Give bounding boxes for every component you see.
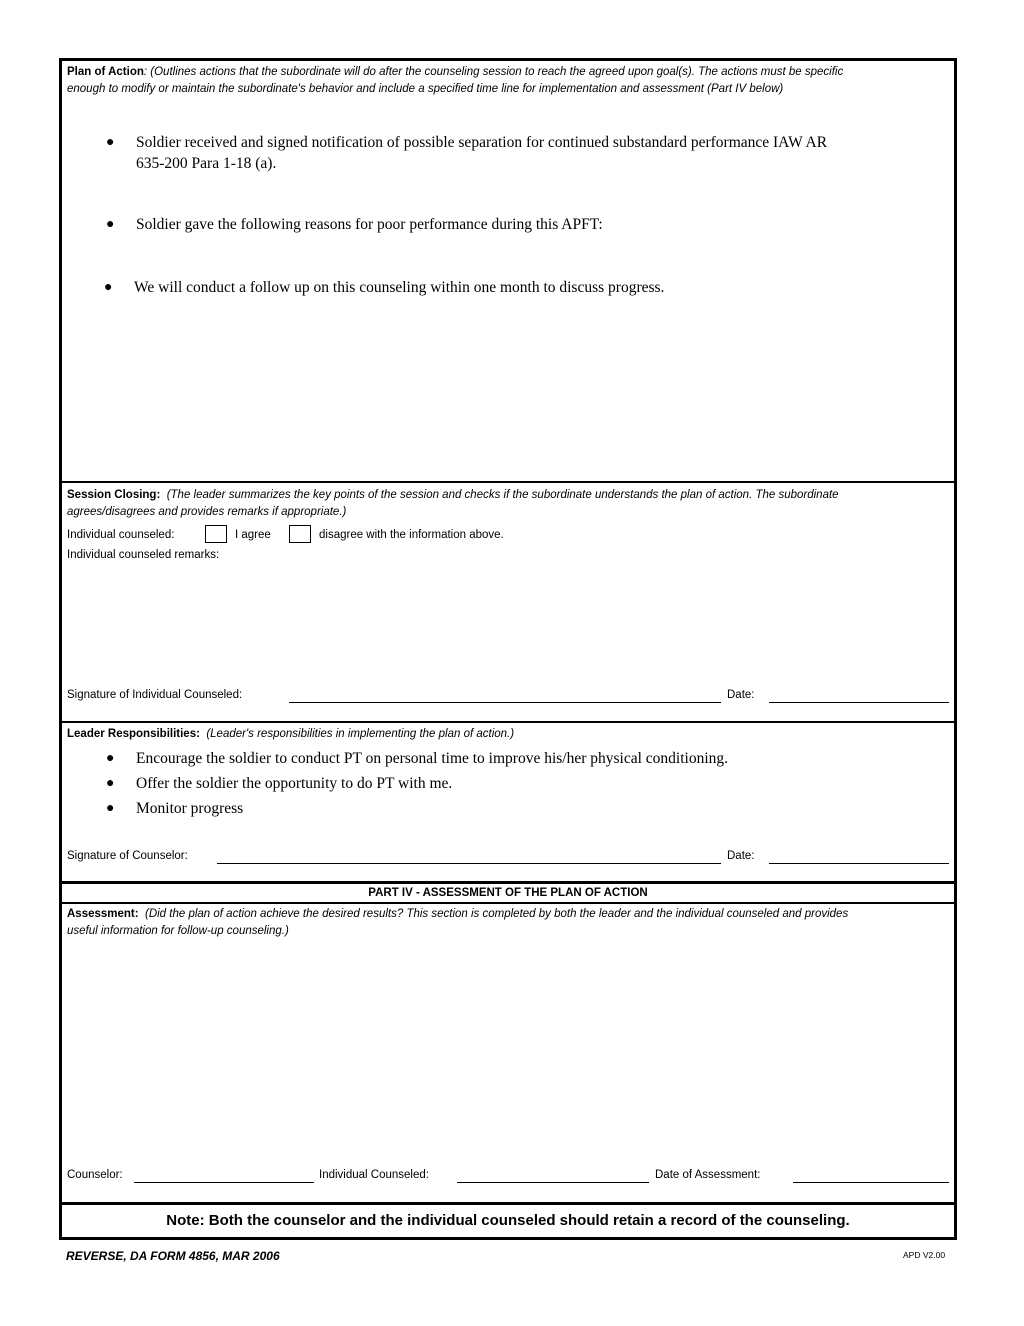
session-closing-section bbox=[62, 483, 954, 721]
bullet-icon: ● bbox=[106, 801, 115, 816]
bullet-icon: ● bbox=[104, 280, 113, 295]
leader-responsibilities-instructions: (Leader's responsibilities in implementing the plan of action.) bbox=[206, 728, 515, 740]
counseling-form bbox=[59, 58, 957, 1240]
leader-responsibilities-section: Leader Responsibilities: (Leader's responsibilities in implementing the plan of action.) ● Encourage the soldier to conduct PT on personal time to improve his/her physical conditioning. ● Offer the soldier the opportunity to do PT with me. ● Monitor progress Signature of Counselor: Date: bbox=[62, 723, 954, 881]
date-of-assessment-field[interactable] bbox=[793, 1182, 949, 1183]
disagree-checkbox[interactable] bbox=[289, 525, 311, 543]
counselor-field[interactable] bbox=[134, 1182, 314, 1183]
assessment-instructions-cont: useful information for follow-up counseling.) bbox=[67, 925, 289, 937]
session-closing-instructions: (The leader summarizes the key points of the session and checks if the subordinate understands the plan of action. The subordinate bbox=[166, 489, 839, 501]
part-iv-title-bar bbox=[62, 884, 954, 902]
date-label: Date: bbox=[727, 689, 755, 701]
agree-checkbox[interactable] bbox=[205, 525, 227, 543]
agree-label: I agree bbox=[235, 529, 271, 541]
form-identifier: REVERSE, DA FORM 4856, MAR 2006 bbox=[66, 1249, 280, 1263]
date-field[interactable] bbox=[769, 702, 949, 703]
plan-of-action-section: Plan of Action: (Outlines actions that the subordinate will do after the counseling session to reach the agreed upon goal(s). The actions must be specific enough to modify or maintain the subordinate's behavior and include a specified time line for implementation and assessment (Part IV below) ● Soldier received and signed notification of possible separation for continued substandard performance IAW AR 635-200 Para 1-18 (a). ● Soldier gave the following reasons for poor performance during this APFT: ● We will conduct a follow up on this counseling within one month to discuss progress. bbox=[67, 66, 844, 296]
plan-of-action-heading: Plan of Action bbox=[67, 66, 144, 78]
note-bar bbox=[62, 1205, 954, 1237]
bullet-icon: ● bbox=[106, 135, 115, 150]
leader-responsibilities-heading: Leader Responsibilities: bbox=[67, 728, 200, 740]
bullet-icon: ● bbox=[106, 751, 115, 766]
assessment-section bbox=[62, 904, 954, 1202]
disagree-label: disagree with the information above. bbox=[319, 529, 504, 541]
date-of-assessment-label: Date of Assessment: bbox=[655, 1169, 761, 1181]
signature-counselor-label: Signature of Counselor: bbox=[67, 850, 188, 862]
individual-counseled-label: Individual Counseled: bbox=[319, 1169, 429, 1181]
session-closing-heading: Session Closing: bbox=[67, 489, 161, 501]
version-label: APD V2.00 bbox=[903, 1250, 946, 1260]
bullet-icon: ● bbox=[106, 217, 115, 232]
part-iv-title: PART IV - ASSESSMENT OF THE PLAN OF ACTION bbox=[368, 887, 648, 899]
date-field[interactable] bbox=[769, 863, 949, 864]
session-closing-instructions-cont: agrees/disagrees and provides remarks if appropriate.) bbox=[67, 506, 347, 518]
assessment-heading: Assessment: bbox=[67, 908, 139, 920]
plan-of-action-instructions: : (Outlines actions that the subordinate will do after the counseling session to reach the agreed upon goal(s). The actions must be specific bbox=[143, 66, 844, 78]
bullet-icon: ● bbox=[106, 776, 115, 791]
date-label: Date: bbox=[727, 850, 755, 862]
signature-individual-field[interactable] bbox=[289, 702, 721, 703]
signature-counselor-field[interactable] bbox=[217, 863, 721, 864]
plan-of-action-instructions-cont: enough to modify or maintain the subordinate's behavior and include a specified time line for implementation and assessment (Part IV below) bbox=[67, 83, 784, 95]
assessment-instructions: (Did the plan of action achieve the desired results? This section is completed by both the leader and the individual counseled and provides bbox=[144, 908, 849, 920]
individual-counseled-field[interactable] bbox=[457, 1182, 649, 1183]
counselor-label: Counselor: bbox=[67, 1169, 123, 1181]
signature-individual-label: Signature of Individual Counseled: bbox=[67, 689, 243, 701]
remarks-label: Individual counseled remarks: bbox=[67, 549, 220, 561]
note-text: Note: Both the counselor and the individual counseled should retain a record of the counseling. bbox=[166, 1212, 850, 1229]
individual-counseled-label: Individual counseled: bbox=[67, 529, 175, 541]
